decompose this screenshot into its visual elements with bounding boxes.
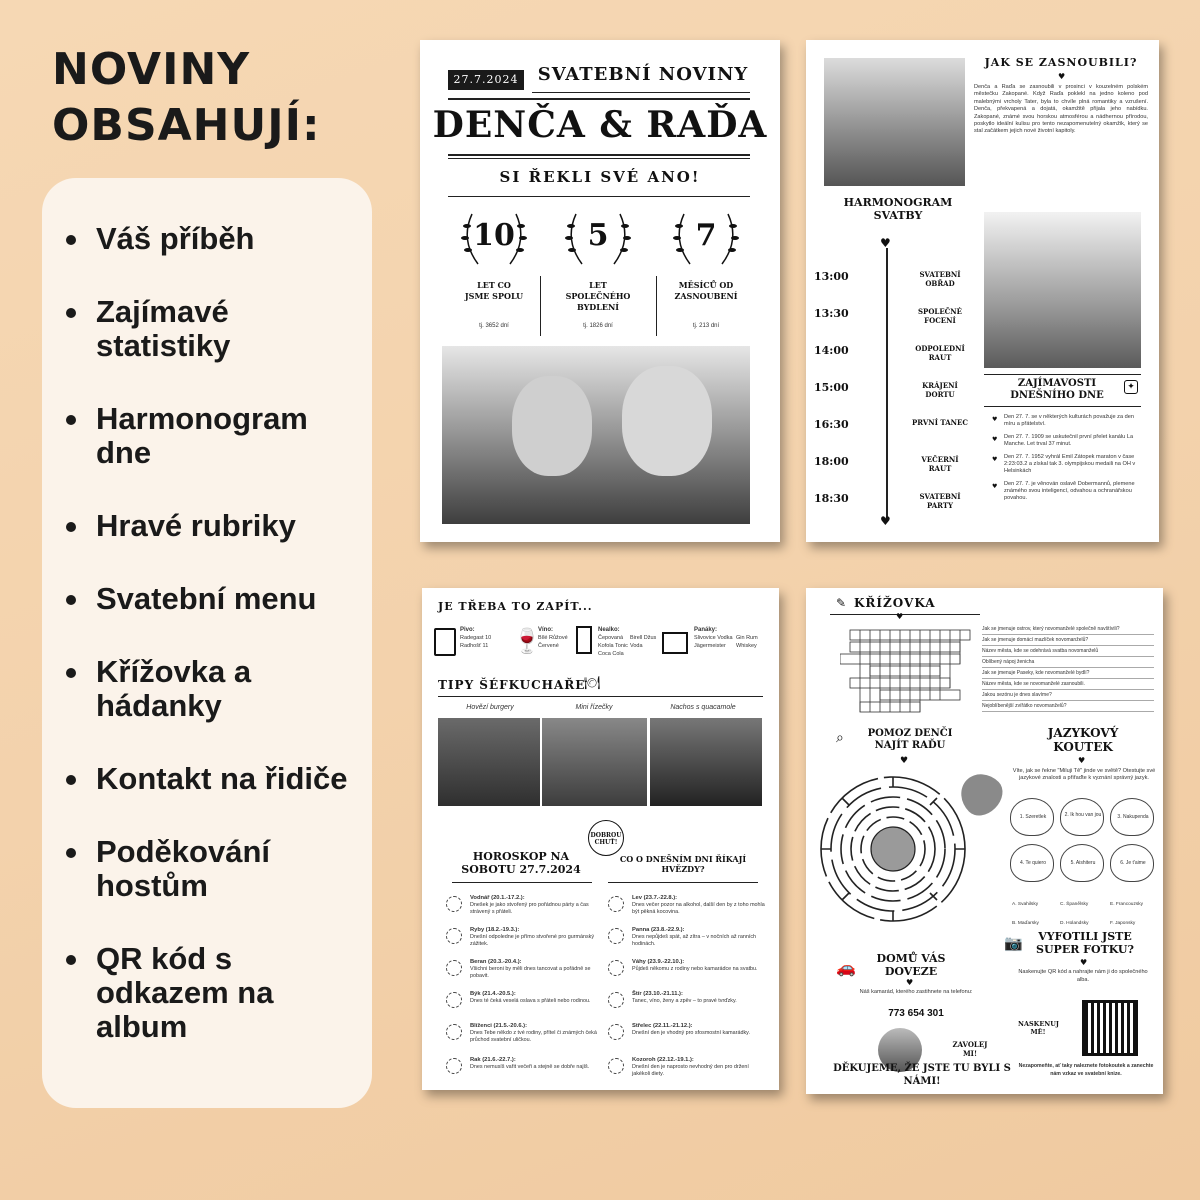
zodiac-icon <box>608 960 624 976</box>
stat-number: 7 <box>695 218 717 253</box>
horoscope-column-left <box>446 894 606 1088</box>
stat-label: LET SPOLEČNÉHO BYDLENÍ <box>565 280 631 312</box>
feature-item: Poděkování hostům <box>66 835 366 903</box>
stat-number: 10 <box>473 218 515 253</box>
heart-answer-box <box>1110 798 1154 836</box>
drinks-row <box>430 622 770 672</box>
horoscope-entry <box>446 1056 606 1088</box>
zodiac-sign: Střelec (22.11.-21.12.): <box>632 1023 693 1029</box>
schedule-event: KRÁJENÍ DORTU <box>922 381 958 399</box>
feature-item: QR kód s odkazem na album <box>66 942 366 1044</box>
answer-option: A. Svahilsky <box>1012 902 1039 907</box>
schedule-row <box>814 492 974 529</box>
zodiac-icon <box>608 896 624 912</box>
schedule-row <box>814 344 974 381</box>
horoscope-entry <box>608 958 768 990</box>
horoscope-entry <box>446 990 606 1022</box>
heart-icon: ♥ <box>1058 72 1066 81</box>
stat-block <box>444 206 544 346</box>
heart-answer-box <box>1060 844 1104 882</box>
horoscope-column-right <box>608 894 768 1088</box>
horoscope-entry <box>446 1022 606 1056</box>
horoscope-entry <box>446 926 606 958</box>
face-left <box>512 376 592 476</box>
heart-answer-box <box>1010 844 1054 882</box>
heart-answer-text: 6. Je t'aime <box>1120 860 1146 866</box>
ride-text: Náš kamarád, kterého zastihnete na telefonu: <box>859 989 973 995</box>
language-intro: Víte, jak se řekne "Miluji Tě" jinde ve světě? Otestujte své jazykové znalosti a přiřaďte k vyznání správný jazyk. <box>1012 768 1156 781</box>
heading-line-2: OBSAHUJÍ: <box>52 100 321 151</box>
zodiac-icon <box>608 992 624 1008</box>
drink-group-items: Slivovice Vodka Jägermeister <box>694 635 733 649</box>
schedule-time: 13:00 <box>814 270 849 283</box>
schedule-time: 15:00 <box>814 381 849 394</box>
drink-group-name: Panáky: <box>694 627 718 633</box>
zodiac-sign: Vodnář (20.1.-17.2.): <box>470 895 525 901</box>
schedule-event: VEČERNÍ RAUT <box>921 455 959 473</box>
feature-item: Zajímavé statistiky <box>66 295 366 363</box>
answer-option: B. Maďarsky <box>1012 921 1039 926</box>
schedule-time: 18:30 <box>814 492 849 505</box>
feature-item: Křížovka a hádanky <box>66 655 366 723</box>
paper-title: SVATEBNÍ NOVINY <box>537 64 749 85</box>
scan-me-label: NASKENUJ MĚ! <box>1018 1020 1059 1036</box>
maze-title: POMOZ DENČI NAJÍT RAĎU <box>867 728 953 751</box>
newspaper-page-menu <box>422 588 779 1090</box>
zodiac-text: Dnešek je jako stvořený pro pořádnou párty a čas strávený s přáteli. <box>470 902 589 915</box>
fact-text: Den 27. 7. je věnován oslavě Dobermannů, plemene známého svou inteligencí, odvahou a ochranářskou povahou. <box>1004 481 1135 501</box>
date-badge: 27.7.2024 <box>448 70 524 90</box>
drink-group-items: Radegast 10 Radhošť 11 <box>460 635 492 649</box>
couple-selfie-photo <box>984 212 1141 368</box>
magnifier-icon: ⌕ <box>836 730 844 746</box>
feature-item: Svatební menu <box>66 582 366 616</box>
fact-text: Den 27. 7. se v některých kulturách považuje za den míru a přátelství. <box>1004 414 1134 427</box>
horoscope-entry <box>446 958 606 990</box>
nachos-photo <box>650 718 762 806</box>
zodiac-icon <box>446 992 462 1008</box>
schedule-row <box>814 307 974 344</box>
drink-group-items: Birell Džus Voda <box>630 635 657 649</box>
zodiac-text: Tanec, víno, ženy a zpěv – to pravé tvrďzky. <box>632 998 737 1004</box>
schedule-event: SVATEBNÍ PARTY <box>919 492 961 510</box>
drinks-title: JE TŘEBA TO ZAPÍT... <box>438 600 593 613</box>
maze-circle <box>818 774 968 924</box>
face-right <box>622 366 712 476</box>
horoscope-entry <box>446 894 606 926</box>
lightbulb-icon: ✦ <box>1124 380 1138 394</box>
fact-text: Den 27. 7. 1909 se uskutečnil první přelet kanálu La Manche. Let trval 37 minut. <box>1004 434 1134 447</box>
heart-answer-text: 5. Aishiteru <box>1070 860 1096 866</box>
crossword-clues <box>982 624 1154 712</box>
zodiac-sign: Rak (21.6.-22.7.): <box>470 1057 516 1063</box>
divider <box>984 406 1141 407</box>
divider <box>830 614 980 615</box>
fact-item <box>992 414 1144 428</box>
heart-answer-text: 3. Nakupenda <box>1117 814 1149 820</box>
schedule-time: 14:00 <box>814 344 849 357</box>
schedule-event: ODPOLEDNÍ RAUT <box>915 344 965 362</box>
beer-icon <box>434 628 456 656</box>
heart-icon: ♥ <box>1080 958 1088 967</box>
divider <box>448 158 750 159</box>
feature-item: Váš příběh <box>66 222 366 256</box>
story-title: JAK SE ZASNOUBILI? <box>984 56 1138 69</box>
zodiac-icon <box>608 1024 624 1040</box>
reminder-text: Nezapomeňte, ať taky naleznete fotokoutek a zanechte nám vzkaz ve svatební knize. <box>1018 1063 1154 1077</box>
divider <box>532 92 750 93</box>
zodiac-icon <box>608 928 624 944</box>
stat-label: LET CO JSME SPOLU <box>464 280 524 301</box>
answer-options <box>1012 890 1162 928</box>
qr-code[interactable] <box>1082 1000 1138 1056</box>
zodiac-icon <box>446 960 462 976</box>
schedule-event: SVATEBNÍ OBŘAD <box>919 270 961 288</box>
divider <box>448 98 750 100</box>
zodiac-text: Dnes večer pozor na alkohol, další den by z toho mohla být pěkná kocovina. <box>632 902 765 915</box>
heart-icon: ♥ <box>880 514 891 528</box>
schedule-row <box>814 455 974 492</box>
zodiac-text: Dnešní odpoledne je přímo stvořené pro gurmánský zážitek. <box>470 934 595 947</box>
dish-name: Nachos s quacamole <box>670 704 736 711</box>
schnitzel-photo <box>542 718 647 806</box>
divider <box>608 882 758 883</box>
schedule-time: 13:30 <box>814 307 849 320</box>
horoscope-entry <box>608 894 768 926</box>
fact-item <box>992 434 1144 448</box>
heart-bullet-icon: ♥ <box>992 416 998 423</box>
facts-list <box>992 414 1144 508</box>
facts-title: ZAJÍMAVOSTI DNEŠNÍHO DNE <box>1010 378 1104 401</box>
fact-item <box>992 481 1144 502</box>
divider <box>452 882 592 883</box>
photo-text: Naskenujte QR kód a nahrajte nám ji do společného alba. <box>1018 969 1148 983</box>
bon-appetit-badge: DOBROU CHUŤ! <box>588 820 624 856</box>
zodiac-text: Dnes nemusíš vařit večeři a stejně se dobře najíš. <box>470 1064 590 1070</box>
zodiac-text: Dnes Tebe někdo z tvé rodiny, přítel či známých čeká průchod svatební uličkou. <box>470 1030 597 1043</box>
feature-item: Hravé rubriky <box>66 509 366 543</box>
answer-option: D. Holandsky <box>1060 921 1089 926</box>
zodiac-sign: Blíženci (21.5.-20.6.): <box>470 1023 528 1029</box>
story-text: Denča a Raďa se zasnoubili v prosinci v kouzelném polském městečku Zakopané. Když Raďa poklekl na jedno koleno pod malebnými vrcholy Tater, byla to chvíle plná romantiky a vzrušení. Denča, překvapená a dojatá, okamžitě přijala jeho nabídku. Zakopané, známé svou horskou atmosférou a nádhernou přírodou, poskytlo ideální kulisu pro tento nezapomenutelný okamžik, který se stal začátkem jejich nové životní kapitoly. <box>974 84 1148 135</box>
zodiac-icon <box>446 928 462 944</box>
zodiac-text: Dnešní den je naprosto nevhodný den pro držení jakékoli diety. <box>632 1064 749 1077</box>
divider <box>448 196 750 197</box>
heart-icon: ♥ <box>900 756 909 766</box>
heart-bullet-icon: ♥ <box>992 456 998 463</box>
drink-group-name: Nealko: <box>598 627 620 633</box>
stat-label: MĚSÍCŮ OD ZASNOUBENÍ <box>674 280 738 301</box>
horoscope-entry <box>608 926 768 958</box>
heart-answer-box <box>1010 798 1054 836</box>
schedule-event: SPOLEČNÉ FOCENÍ <box>918 307 962 325</box>
dish-name: Mini řízečky <box>575 704 613 711</box>
heart-answer-text: 4. Te quiero <box>1019 860 1047 866</box>
couple-photo <box>442 346 750 524</box>
stat-subtext: tj. 1826 dní <box>583 323 613 329</box>
heading-line-1: NOVINY <box>52 44 251 95</box>
wine-glass-icon: 🍷 <box>512 627 542 655</box>
drink-group-items: Čepovaná Kofola Tonic Coca Cola <box>598 635 628 657</box>
heart-icon: ♥ <box>1078 756 1086 765</box>
feature-heading <box>52 42 321 154</box>
call-me-label: ZAVOLEJ MI! <box>952 1040 988 1058</box>
heart-answer-text: 1. Szeretlek <box>1019 814 1047 820</box>
chef-tips-title: TIPY ŠÉFKUCHAŘE <box>438 678 586 692</box>
schedule-time: 18:00 <box>814 455 849 468</box>
photo-title: VYFOTILI JSTE SUPER FOTKU? <box>1036 930 1134 956</box>
engagement-photo <box>824 58 965 186</box>
horoscope-entry <box>608 1022 768 1056</box>
stars-title: CO O DNEŠNÍM DNI ŘÍKAJÍ HVĚZDY? <box>619 854 747 874</box>
answer-option: F. Japonsky <box>1110 921 1136 926</box>
crossword-clue: Jak se jmenuje Paseky, kde novomanželé bydlí? <box>982 668 1154 679</box>
language-title: JAZYKOVÝ KOUTEK <box>1047 726 1119 754</box>
drink-group-name: Víno: <box>538 627 553 633</box>
schedule-list <box>814 270 974 529</box>
zodiac-text: Dnes té čeká veselá oslava s přáteli nebo rodinou. <box>470 998 591 1004</box>
couple-names: DENČA & RAĎA <box>432 104 768 146</box>
zodiac-sign: Panna (23.8.-22.9.): <box>632 927 685 933</box>
zodiac-sign: Kozoroh (22.12.-19.1.): <box>632 1057 694 1063</box>
zodiac-icon <box>446 1024 462 1040</box>
car-icon: 🚗 <box>836 958 856 977</box>
burger-photo <box>438 718 540 806</box>
crossword-clue: Jak se jmenuje domácí mazlíček novomanželů? <box>982 635 1154 646</box>
schedule-event: PRVNÍ TANEC <box>912 418 968 427</box>
newspaper-page-games <box>806 588 1163 1094</box>
crossword-clue: Název města, kde se odehrává svatba novomanželů <box>982 646 1154 657</box>
answer-option: C. Španělsky <box>1060 902 1089 907</box>
newspaper-page-front <box>420 40 780 542</box>
zodiac-text: Dnešní den je vhodný pro sfosmostní kamarádky. <box>632 1030 750 1036</box>
drink-group-name: Pivo: <box>460 627 475 633</box>
crossword-grid <box>840 628 980 718</box>
crossword-clue: Oblíbený nápoj ženicha <box>982 657 1154 668</box>
heart-icon: ♥ <box>906 978 914 987</box>
zodiac-sign: Beran (20.3.-20.4.): <box>470 959 522 965</box>
crossword-title: KŘÍŽOVKA <box>854 596 936 610</box>
zodiac-icon <box>608 1058 624 1074</box>
hearts-grid <box>1008 798 1158 890</box>
heart-bullet-icon: ♥ <box>992 436 998 443</box>
schedule-row <box>814 418 974 455</box>
crossword-clue: Název města, kde se novomanželé zasnoubili. <box>982 679 1154 690</box>
shot-glass-icon <box>662 632 688 654</box>
feature-item: Harmonogram dne <box>66 402 366 470</box>
crossword-clue: Jakou sezónu je dnes slavíme? <box>982 690 1154 701</box>
zodiac-icon <box>446 896 462 912</box>
stat-block <box>656 206 756 346</box>
dish-name: Hovězí burgery <box>466 704 514 711</box>
stat-number: 5 <box>587 218 609 253</box>
stat-subtext: tj. 3652 dní <box>479 323 509 329</box>
zodiac-text: Dnes nepůjdeš spát, až zítra – v nočních až ranních hodinách. <box>632 934 757 947</box>
fact-item <box>992 454 1144 475</box>
feature-item: Kontakt na řidiče <box>66 762 366 796</box>
zodiac-text: Všichni beroni by měli dnes tancovat a pořádně se pobavit. <box>470 966 591 979</box>
schedule-title: HARMONOGRAM SVATBY <box>843 196 953 222</box>
drink-group-items: Bílé Růžové Červené <box>538 635 568 649</box>
newspaper-page-story <box>806 40 1159 542</box>
thank-you-text: DĚKUJEME, ŽE JSTE TU BYLI S NÁMI! <box>833 1063 1011 1087</box>
plate-icon: 🍽 <box>584 676 601 691</box>
heart-icon: ♥ <box>880 236 891 250</box>
divider <box>448 154 750 156</box>
zodiac-sign: Ryby (18.2.-19.3.): <box>470 927 520 933</box>
crossword-clue: Nejoblíbenější zvířátko novomanželů? <box>982 701 1154 712</box>
horoscope-title: HOROSKOP NA SOBOTU 27.7.2024 <box>461 850 581 876</box>
heart-answer-text: 2. Ik hou van jou <box>1064 812 1102 818</box>
fact-text: Den 27. 7. 1952 vyhrál Emil Zátopek maraton v čase 2:23:03.2 a získal tak 3. olympijskou medaili na OH v Helsinkách <box>1004 454 1136 474</box>
features-panel <box>42 178 372 1108</box>
stat-subtext: tj. 213 dní <box>692 323 720 329</box>
zodiac-icon <box>446 1058 462 1074</box>
heart-icon: ♥ <box>896 612 904 621</box>
answer-option: E. Francouzsky <box>1110 902 1144 907</box>
drink-group-items: Gin Rum Whiskey <box>736 635 758 649</box>
pencil-icon: ✎ <box>836 596 847 610</box>
schedule-row <box>814 270 974 307</box>
heart-answer-box <box>1060 798 1104 836</box>
zodiac-sign: Lev (23.7.-22.8.): <box>632 895 678 901</box>
crossword-clue: Jak se jmenuje ostrov, který novomanželé společně navštívili? <box>982 624 1154 635</box>
camera-icon: 📷 <box>1004 934 1023 952</box>
divider <box>540 276 541 336</box>
zodiac-sign: Váhy (23.9.-22.10.): <box>632 959 685 965</box>
divider <box>438 696 763 697</box>
stat-block <box>548 206 648 346</box>
schedule-row <box>814 381 974 418</box>
tagline: SI ŘEKLI SVÉ ANO! <box>499 168 701 186</box>
ride-title: DOMŮ VÁS DOVEZE <box>876 952 946 978</box>
soda-glass-icon <box>576 626 592 654</box>
heart-answer-box <box>1110 844 1154 882</box>
schedule-time: 16:30 <box>814 418 849 431</box>
zodiac-sign: Býk (21.4.-20.5.): <box>470 991 516 997</box>
horoscope-entry <box>608 1056 768 1088</box>
divider <box>984 374 1141 375</box>
feature-list <box>66 222 366 1083</box>
heart-bullet-icon: ♥ <box>992 483 998 490</box>
zodiac-text: Půjdeš někomu z rodiny nebo kamarádce na svatbu. <box>632 966 758 972</box>
zodiac-sign: Štír (23.10.-21.11.): <box>632 991 683 997</box>
driver-phone: 773 654 301 <box>888 1008 944 1019</box>
horoscope-entry <box>608 990 768 1022</box>
